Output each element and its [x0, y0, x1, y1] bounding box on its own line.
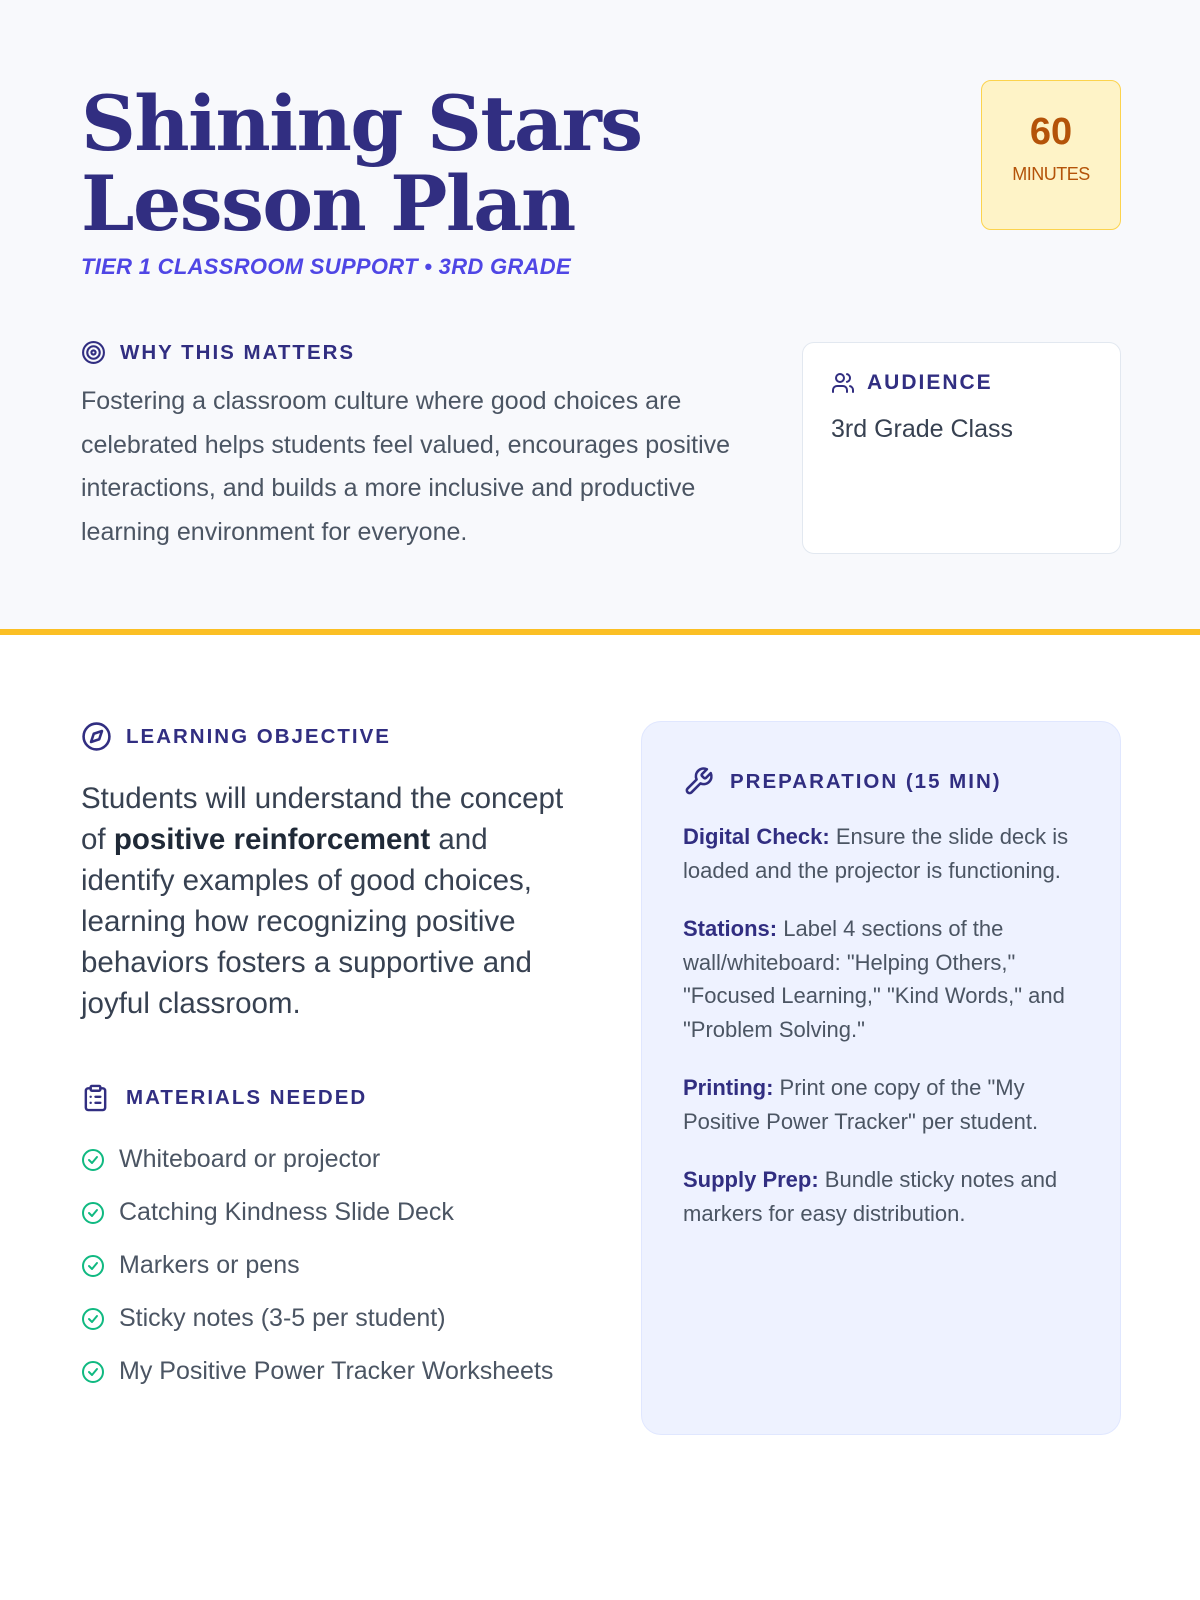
- preparation-item: [683, 1071, 1083, 1138]
- check-circle-icon: [81, 1148, 105, 1172]
- check-circle-icon: [81, 1360, 105, 1384]
- audience-card: [802, 342, 1121, 554]
- prep-item-text: Ensure the slide deck is loaded and the projector is functioning.: [683, 824, 1069, 883]
- materials-heading: [81, 1082, 367, 1114]
- compass-icon: [81, 721, 112, 752]
- target-icon: [81, 340, 106, 365]
- objective-text-end: and identify examples of good choices, learning how recognizing positive behaviors fosters a supportive and joyful classroom.: [81, 823, 532, 1020]
- preparation-heading: [683, 766, 1002, 797]
- why-heading-label: WHY THIS MATTERS: [120, 340, 356, 364]
- material-label: Markers or pens: [119, 1251, 300, 1279]
- duration-unit: MINUTES: [1012, 164, 1090, 184]
- audience-heading: [831, 371, 993, 395]
- check-circle-icon: [81, 1254, 105, 1278]
- material-label: My Positive Power Tracker Worksheets: [119, 1357, 554, 1385]
- preparation-item: [683, 820, 1083, 887]
- check-circle-icon: [81, 1201, 105, 1225]
- list-item: [81, 1140, 561, 1180]
- objective-heading: [81, 721, 391, 752]
- objective-text: [81, 778, 571, 1024]
- duration-badge: [981, 80, 1121, 230]
- prep-item-text: Print one copy of the "My Positive Power Tracker" per student.: [683, 1075, 1039, 1134]
- why-heading: [81, 340, 355, 365]
- audience-heading-label: AUDIENCE: [867, 371, 993, 394]
- why-text: Fostering a classroom culture where good choices are celebrated helps students feel valued, encourages positive interactions, and builds a more inclusive and productive learning environment for everyone.: [81, 387, 731, 546]
- materials-list: [81, 1140, 561, 1405]
- header-section: [0, 0, 1200, 635]
- list-item: [81, 1299, 561, 1339]
- objective-key-term: positive reinforcement: [113, 823, 431, 856]
- material-label: Whiteboard or projector: [119, 1145, 381, 1173]
- page-subtitle: TIER 1 CLASSROOM SUPPORT • 3RD GRADE: [81, 254, 571, 279]
- preparation-item: [683, 912, 1083, 1046]
- prep-item-label: Supply Prep:: [683, 1167, 819, 1192]
- prep-item-label: Printing:: [683, 1075, 774, 1100]
- objective-heading-label: LEARNING OBJECTIVE: [126, 724, 391, 748]
- prep-item-label: Digital Check:: [683, 824, 830, 849]
- users-icon: [831, 371, 855, 395]
- prep-item-label: Stations:: [683, 916, 778, 941]
- materials-heading-label: MATERIALS NEEDED: [126, 1086, 368, 1109]
- prep-item-text: Bundle sticky notes and markers for easy distribution.: [683, 1167, 1058, 1226]
- list-item: [81, 1246, 561, 1286]
- prep-item-text: Label 4 sections of the wall/whiteboard: "Helping Others," "Focused Learning," "Kind Words," and "Problem Solving.": [683, 916, 1065, 1042]
- preparation-item: [683, 1163, 1083, 1230]
- objective-text-start: Students will understand the concept of: [81, 782, 564, 856]
- preparation-heading-label: PREPARATION (15 MIN): [730, 769, 1002, 793]
- clipboard-list-icon: [81, 1082, 110, 1114]
- list-item: [81, 1193, 561, 1233]
- check-circle-icon: [81, 1307, 105, 1331]
- page-title: Shining Stars Lesson Plan: [81, 79, 642, 248]
- wrench-icon: [683, 766, 714, 797]
- preparation-list: [683, 820, 1083, 1255]
- material-label: Sticky notes (3-5 per student): [119, 1304, 446, 1332]
- list-item: [81, 1352, 561, 1392]
- material-label: Catching Kindness Slide Deck: [119, 1198, 454, 1226]
- preparation-card: [641, 721, 1121, 1435]
- duration-value: 60: [1029, 111, 1073, 153]
- audience-value: 3rd Grade Class: [831, 415, 1014, 443]
